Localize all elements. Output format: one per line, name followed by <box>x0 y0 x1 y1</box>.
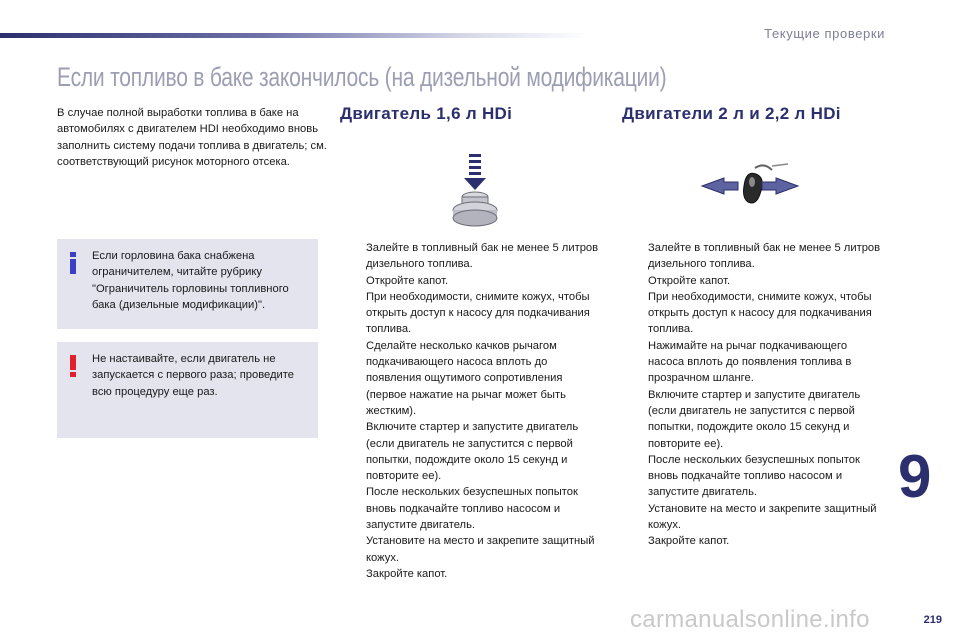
list-item: Нажимайте на рычаг подкачивающего насоса вплоть до появления топлива в прозрачном шланге. <box>648 339 852 385</box>
list-item: Сделайте несколько качков рычагом подкачивающего насоса вплоть до появления ощутимого сопротивления (первое нажатие на рычаг может быть жестким). <box>366 339 566 417</box>
warning-note-box <box>57 342 318 438</box>
list-item: Установите на место и закрепите защитный кожух. <box>648 502 877 532</box>
intro-paragraph: В случае полной выработки топлива в баке на автомобилях с двигателем HDI необходимо вновь заполнить систему подачи топлива в двигатель; см. соответствующий рисунок моторного отсека. <box>57 107 327 168</box>
info-note-box <box>57 239 318 329</box>
page-number: 219 <box>923 614 942 626</box>
list-item: При необходимости, снимите кожух, чтобы открыть доступ к насосу для подкачивания топлива. <box>366 290 590 336</box>
list-item: Залейте в топливный бак не менее 5 литров дизельного топлива. <box>648 242 881 271</box>
chapter-number: 9 <box>898 443 932 510</box>
engine-1-title: Двигатель 1,6 л HDi <box>340 104 513 123</box>
engine-1-steps <box>340 240 602 582</box>
list-item: Откройте капот. <box>366 274 449 287</box>
info-note-text: Если горловина бака снабжена ограничителем, читайте рубрику "Ограничитель горловины топливного бака (дизельные модификации)". <box>92 250 289 311</box>
engine-2-steps <box>622 240 884 550</box>
list-item: Закройте капот. <box>366 567 448 580</box>
list-item: Включите стартер и запустите двигатель (если двигатель не запустится с первой попытки, подождите около 15 секунд и повторите ее). <box>648 388 861 450</box>
list-item: Залейте в топливный бак не менее 5 литров дизельного топлива. <box>366 242 599 271</box>
section-header: Текущие проверки <box>764 26 885 41</box>
list-item: Установите на место и закрепите защитный кожух. <box>366 535 595 564</box>
page-title: Если топливо в баке закончилось (на дизельной модификации) <box>57 62 667 92</box>
info-icon <box>67 251 79 275</box>
list-item: После нескольких безуспешных попыток вновь подкачайте топливо насосом и запустите двигатель. <box>366 486 578 532</box>
list-item: Закройте капот. <box>648 535 730 548</box>
hand-pump-plunger-icon <box>440 150 510 230</box>
engine-2-title: Двигатели 2 л и 2,2 л HDi <box>622 104 841 123</box>
watermark: carmanualsonline.info <box>630 606 870 633</box>
list-item: Откройте капот. <box>648 274 731 287</box>
list-item: Включите стартер и запустите двигатель (если двигатель не запустится с первой попытки, подождите около 15 секунд и повторите ее). <box>366 421 579 483</box>
warning-note-text: Не настаивайте, если двигатель не запускается с первого раза; проведите всю процедуру еще раз. <box>92 353 295 398</box>
header-accent-bar <box>0 33 590 38</box>
list-item: При необходимости, снимите кожух, чтобы открыть доступ к насосу для подкачивания топлива. <box>648 290 872 336</box>
warning-icon <box>67 354 79 378</box>
list-item: После нескольких безуспешных попыток вновь подкачайте топливо насосом и запустите двигатель. <box>648 453 860 499</box>
priming-bulb-icon <box>700 160 800 212</box>
